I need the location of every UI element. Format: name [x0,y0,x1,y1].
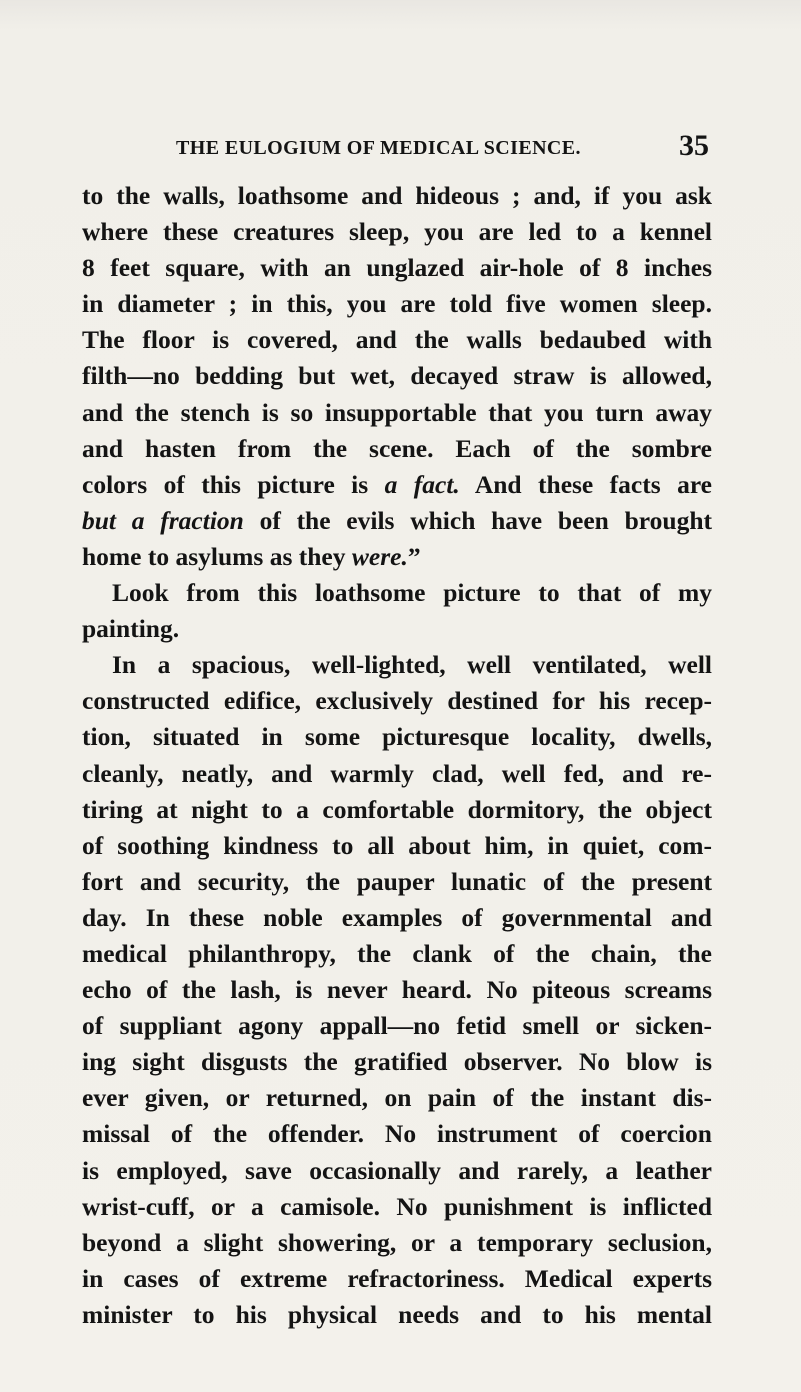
text-line [82,539,712,575]
text-line: 8 feet square, with an unglazed air-hole of 8 inches [82,253,712,283]
text-line: wrist-cuff, or a camisole. No punishment is inflicted [82,1191,712,1221]
text-line: In a spacious, well-lighted, well ventilated, well [112,650,712,680]
italic-phrase: were. [351,541,408,571]
text-line: filth—no bedding but wet, decayed straw is allowed, [82,361,712,391]
text-line: to the walls, loathsome and hideous ; and, if you ask [82,181,712,210]
text-line: in cases of extreme refractoriness. Medical experts [82,1263,712,1293]
text-line: is employed, save occasionally and rarely, a leather [82,1155,712,1185]
page-header [176,129,709,163]
text-line: tiring at night to a comfortable dormitory, the object [82,794,712,824]
text-line: where these creatures sleep, you are led to a kennel [82,217,712,247]
text-line: minister to his physical needs and to his mental [82,1299,712,1329]
text-segment: of the evils which have been brought [243,505,712,535]
text-line: day. In these noble examples of governmental and [82,902,712,932]
italic-phrase: but a fraction [82,505,244,535]
body-text [82,178,712,1333]
text-line: ing sight disgusts the gratified observer. No blow is [82,1047,712,1077]
text-line: in diameter ; in this, you are told five women sleep. [82,289,712,319]
text-line [82,467,712,503]
text-line: ever given, or returned, on pain of the instant dis- [82,1083,712,1113]
text-line: beyond a slight showering, or a temporary seclusion, [82,1227,712,1257]
text-segment: ” [407,541,421,571]
text-line: and hasten from the scene. Each of the sombre [82,433,712,463]
text-line: cleanly, neatly, and warmly clad, well fed, and re- [82,758,712,788]
text-line: The floor is covered, and the walls bedaubed with [82,325,712,355]
running-head: THE EULOGIUM OF MEDICAL SCIENCE. [176,137,581,159]
text-line: of soothing kindness to all about him, in quiet, com- [82,830,712,860]
text-line: and the stench is so insupportable that you turn away [82,397,712,427]
text-line [82,503,712,539]
text-line: tion, situated in some picturesque locality, dwells, [82,722,712,752]
text-segment: And these facts are [459,469,712,499]
text-line: medical philanthropy, the clank of the chain, the [82,938,712,968]
text-line: fort and security, the pauper lunatic of the present [82,866,712,896]
text-segment: home to asylums as they [82,541,352,571]
text-line: missal of the offender. No instrument of coercion [82,1119,712,1149]
text-line: of suppliant agony appall—no fetid smell or sicken- [82,1011,712,1041]
text-line: constructed edifice, exclusively destined for his recep- [82,686,712,716]
text-line: echo of the lash, is never heard. No piteous screams [82,975,712,1005]
text-segment: colors of this picture is [82,469,385,499]
italic-phrase: a fact. [384,469,460,499]
text-line: painting. [82,614,180,644]
page-number: 35 [679,129,709,162]
text-line: Look from this loathsome picture to that of my [112,578,712,608]
